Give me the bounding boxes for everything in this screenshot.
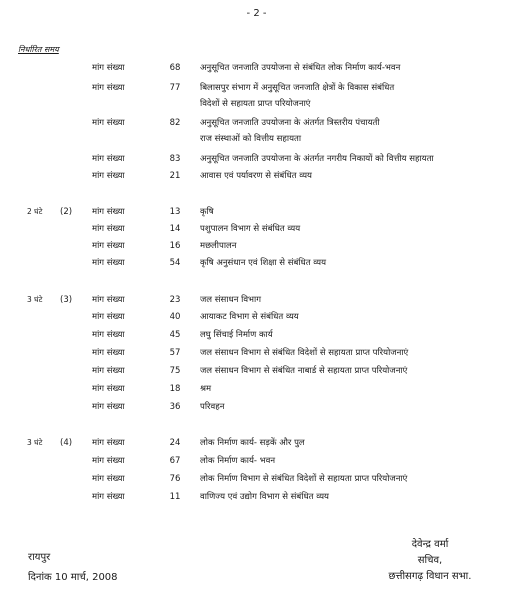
demand-description: मछलीपालन [200,241,237,251]
demand-row [0,400,513,414]
demand-label: मांग संख्या [92,492,125,502]
demand-row [0,152,513,166]
signer-title: सचिव, [417,555,443,566]
demand-description: लोक निर्माण विभाग से संबंधित विदेशों से सहायता प्राप्त परियोजनाएं [200,474,408,484]
group-index: (3) [60,295,73,305]
demand-label: मांग संख्या [92,456,125,466]
demand-number: 13 [169,207,181,217]
demand-label: मांग संख्या [92,312,125,322]
demand-description: पशुपालन विभाग से संबंधित व्यय [200,224,301,234]
demand-description: जल संसाधन विभाग [200,295,262,305]
demand-row [0,169,513,183]
demand-label: मांग संख्या [92,118,125,128]
demand-label: मांग संख्या [92,402,125,412]
group-index: (2) [60,207,73,217]
time-allotted: 3 घंटे [27,438,43,447]
demand-row [0,454,513,468]
demand-number: 54 [169,258,181,268]
demand-row [0,310,513,324]
demand-number: 21 [169,171,181,181]
demand-number: 18 [169,384,181,394]
demand-number: 68 [169,63,181,73]
demand-label: मांग संख्या [92,295,125,305]
demand-row [0,328,513,342]
demand-description: अनुसूचित जनजाति उपयोजना के अंतर्गत त्रिस्तरीय पंचायती [200,118,380,128]
demand-description: कृषि अनुसंधान एवं शिक्षा से संबंधित व्यय [200,258,327,268]
demand-label: मांग संख्या [92,63,125,73]
demand-label: मांग संख्या [92,474,125,484]
demand-description: जल संसाधन विभाग से संबंधित नाबार्ड से सहायता प्राप्त परियोजनाएं [200,366,408,376]
demand-number: 76 [169,474,181,484]
demand-number: 45 [169,330,181,340]
demand-description: आयाकट विभाग से संबंधित व्यय [200,312,299,322]
demand-label: मांग संख्या [92,241,125,251]
demand-description: अनुसूचित जनजाति उपयोजना के अंतर्गत नगरीय निकायों को वित्तीय सहायता [200,154,434,164]
demand-row [0,490,513,504]
demand-description: बिलासपुर संभाग में अनुसूचित जनजाति क्षेत्रों के विकास संबंधित [200,83,395,93]
demand-row [0,472,513,486]
demand-row [0,222,513,236]
demand-description-continued: राज संस्थाओं को वित्तीय सहायता [200,134,302,144]
demand-description: श्रम [200,384,212,394]
signer-organization: छत्तीसगढ़ विधान सभा. [388,571,472,582]
demand-number: 14 [169,224,181,234]
demand-label: मांग संख्या [92,348,125,358]
demand-number: 57 [169,348,181,358]
demand-number: 75 [169,366,181,376]
demand-label: मांग संख्या [92,438,125,448]
demand-label: मांग संख्या [92,384,125,394]
page-number: - 2 - [246,8,267,19]
demand-number: 24 [169,438,181,448]
demand-row [0,205,513,219]
demand-description: जल संसाधन विभाग से संबंधित विदेशों से सहायता प्राप्त परियोजनाएं [200,348,409,358]
demand-label: मांग संख्या [92,258,125,268]
demand-label: मांग संख्या [92,171,125,181]
demand-description: लोक निर्माण कार्य- सड़कें और पुल [200,438,305,448]
document-date: दिनांक 10 मार्च, 2008 [28,572,118,583]
demand-row [0,293,513,307]
demand-label: मांग संख्या [92,154,125,164]
demand-number: 11 [169,492,181,502]
time-allotted: 3 घंटे [27,295,43,304]
demand-label: मांग संख्या [92,330,125,340]
demand-description: वाणिज्य एवं उद्योग विभाग से संबंधित व्यय [200,492,329,502]
demand-row [0,346,513,360]
demand-row [0,61,513,75]
signer-name: देवेन्द्र वर्मा [411,539,449,550]
demand-description: अनुसूचित जनजाति उपयोजना से संबंधित लोक निर्माण कार्य-भवन [200,63,401,73]
demand-number: 77 [169,83,181,93]
demand-description: परिवहन [200,402,225,412]
demand-description: कृषि [200,207,214,217]
group-index: (4) [60,438,73,448]
allotted-time-heading: निर्धारित समय [18,45,59,54]
demand-label: मांग संख्या [92,207,125,217]
demand-label: मांग संख्या [92,83,125,93]
demand-row [0,81,513,95]
demand-number: 36 [169,402,181,412]
demand-number: 23 [169,295,181,305]
demand-description: लोक निर्माण कार्य- भवन [200,456,276,466]
demand-row [0,364,513,378]
demand-number: 16 [169,241,181,251]
demand-label: मांग संख्या [92,224,125,234]
demand-row [0,436,513,450]
demand-number: 82 [169,118,181,128]
demand-row [0,239,513,253]
demand-description-continued: विदेशों से सहायता प्राप्त परियोजनाएं [200,99,311,109]
demand-number: 83 [169,154,181,164]
demand-number: 67 [169,456,181,466]
demand-row [0,256,513,270]
demand-row [0,116,513,130]
place-name: रायपुर [28,552,51,563]
time-allotted: 2 घंटे [27,207,43,216]
demand-row [0,382,513,396]
demand-description: आवास एवं पर्यावरण से संबंधित व्यय [200,171,312,181]
demand-label: मांग संख्या [92,366,125,376]
demand-number: 40 [169,312,181,322]
demand-description: लघु सिंचाई निर्माण कार्य [200,330,273,340]
